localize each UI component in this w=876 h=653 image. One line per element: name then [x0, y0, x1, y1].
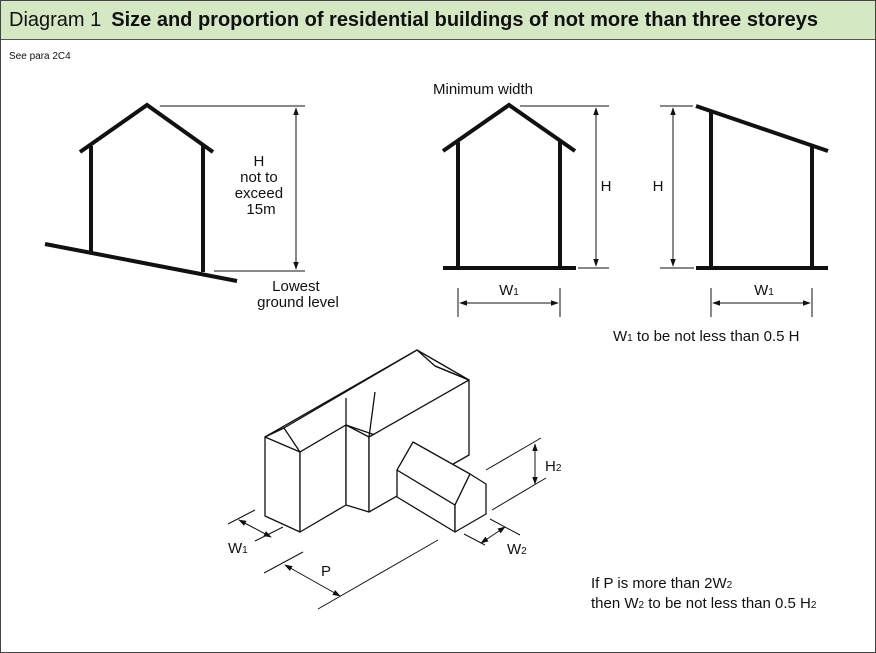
fig2-width-label: W1 — [499, 282, 519, 299]
fig3-roof — [696, 106, 828, 151]
fig2-height-label: H — [600, 178, 612, 195]
fig2-title: Minimum width — [433, 81, 534, 98]
width-rule-text: W1 to be not less than 0.5 H — [613, 328, 800, 345]
fig1-sloping-ground — [45, 244, 237, 281]
w2-dimension-arrow — [481, 527, 505, 543]
fig1-ground-line-1: Lowest — [272, 278, 320, 295]
fig1-roof — [80, 105, 213, 152]
figure-sloping-ground-house — [45, 105, 339, 311]
p-extension-left — [264, 552, 303, 573]
figure-minimum-width-pitched — [433, 81, 611, 317]
main-center-wall — [346, 425, 369, 512]
fig2-roof — [443, 105, 575, 151]
paragraph-reference: See para 2C4 — [9, 51, 71, 62]
p-label: P — [321, 563, 332, 580]
proportion-rule-line-2: then W2 to be not less than 0.5 H2 — [591, 595, 817, 612]
w1-label: W1 — [228, 540, 248, 557]
fig1-height-label — [235, 153, 288, 218]
fig1-ground-label — [257, 278, 339, 311]
fig1-height-line-4: 15m — [246, 201, 276, 218]
figure-minimum-width-monopitch — [653, 106, 828, 317]
fig3-height-label: H — [652, 178, 664, 195]
figure-isometric-building — [265, 350, 486, 532]
w2-left-extension — [464, 534, 485, 545]
w2-label: W2 — [507, 541, 527, 558]
w1-extension-upper — [228, 510, 255, 524]
main-front-wall — [265, 437, 300, 532]
fig1-height-line-3: exceed — [234, 185, 284, 202]
h2-top-extension — [486, 438, 541, 470]
proportion-rule-line-1: If P is more than 2W2 — [591, 575, 733, 592]
w1-dimension-arrow — [239, 520, 271, 537]
w1-extension-lower — [255, 527, 283, 541]
fig1-height-line-1: H — [253, 153, 265, 170]
p-extension-right — [318, 540, 438, 609]
h2-bottom-extension — [492, 478, 546, 510]
fig1-ground-line-2: ground level — [257, 294, 339, 311]
fig3-width-label: W1 — [754, 282, 774, 299]
diagram-number: Diagram 1 — [9, 8, 102, 31]
h2-label: H2 — [545, 458, 562, 475]
p-dimension-arrow — [285, 565, 340, 596]
fig1-height-line-2: not to — [240, 169, 278, 186]
diagram-title: Size and proportion of residential buildings of not more than three storeys — [111, 8, 818, 31]
